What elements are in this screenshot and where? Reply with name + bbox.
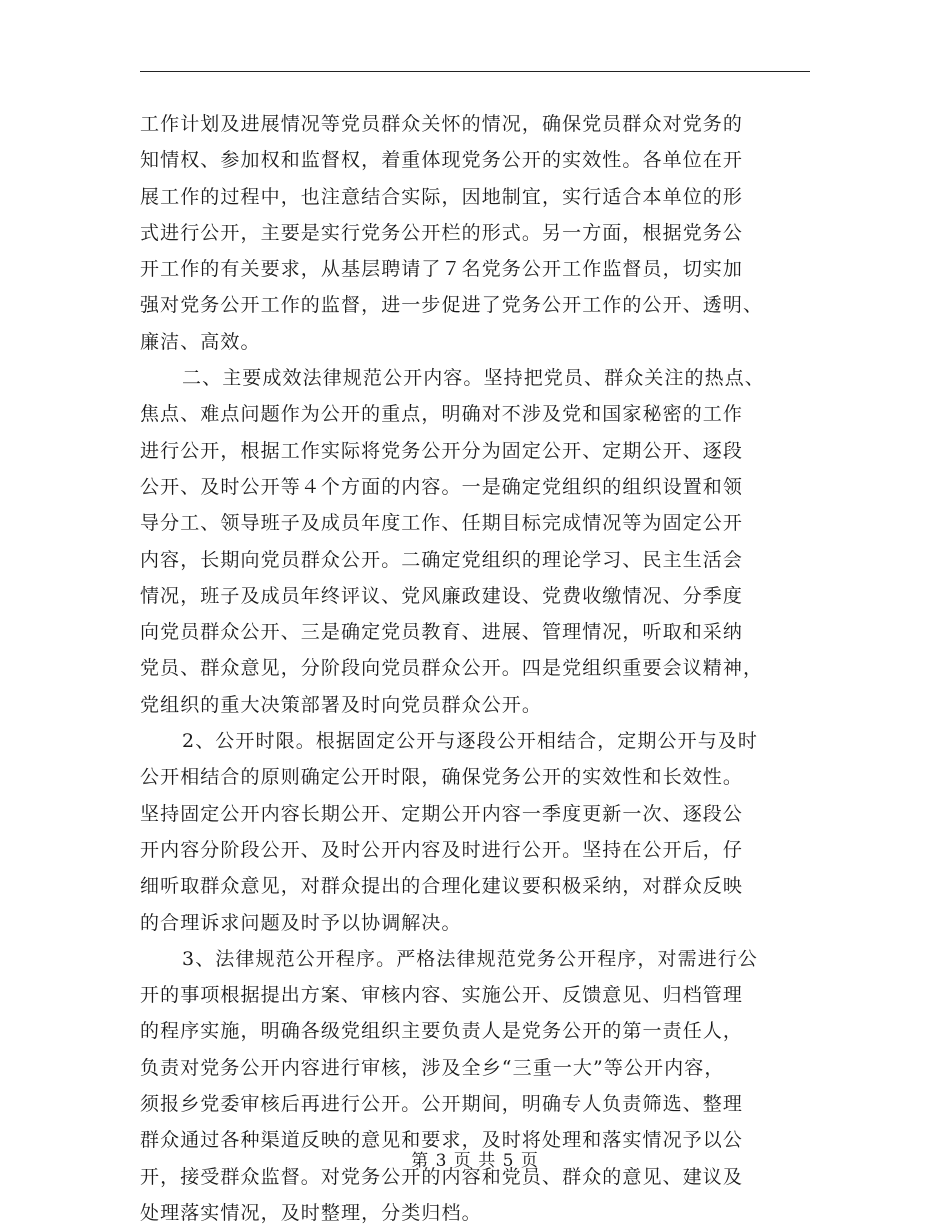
text-line: 展工作的过程中，也注意结合实际，因地制宜，实行适合本单位的形 (140, 185, 744, 208)
text-line: 党员、群众意见，分阶段向党员群众公开。四是党组织重要会议精神， (140, 657, 764, 680)
text-line: 进行公开，根据工作实际将党务公开分为固定公开、定期公开、逐段 (140, 439, 744, 462)
text-line: 式进行公开，主要是实行党务公开栏的形式。另一方面，根据党务公 (140, 221, 744, 244)
text-line: 向党员群众公开、三是确定党员教育、进展、管理情况，听取和采纳 (140, 621, 744, 644)
header-rule (140, 71, 810, 72)
text-line: 知情权、参加权和监督权，着重体现党务公开的实效性。各单位在开 (140, 149, 744, 172)
text-line: 处理落实情况，及时整理，分类归档。 (140, 1201, 482, 1224)
paragraph-start-line: 3、法律规范公开程序。严格法律规范党务公开程序，对需进行公 (182, 947, 758, 970)
text-line: 内容，长期向党员群众公开。二确定党组织的理论学习、民主生活会 (140, 548, 744, 571)
text-line: 坚持固定公开内容长期公开、定期公开内容一季度更新一次、逐段公 (140, 802, 744, 825)
text-line: 公开、及时公开等４个方面的内容。一是确定党组织的组织设置和领 (140, 475, 744, 498)
text-line: 群众通过各种渠道反映的意见和要求，及时将处理和落实情况予以公 (140, 1129, 744, 1152)
text-line: 工作计划及进展情况等党员群众关怀的情况，确保党员群众对党务的 (140, 113, 744, 135)
text-line: 强对党务公开工作的监督，进一步促进了党务公开工作的公开、透明、 (140, 294, 764, 317)
text-line: 导分工、领导班子及成员年度工作、任期目标完成情况等为固定公开 (140, 512, 744, 535)
text-line: 开工作的有关要求，从基层聘请了７名党务公开工作监督员，切实加 (140, 258, 744, 281)
text-line: 开的事项根据提出方案、审核内容、实施公开、反馈意见、归档管理 (140, 984, 744, 1007)
text-line: 负责对党务公开内容进行审核，涉及全乡“三重一大”等公开内容， (140, 1056, 725, 1079)
text-line: 的合理诉求问题及时予以协调解决。 (140, 911, 462, 934)
text-line: 焦点、难点问题作为公开的重点，明确对不涉及党和国家秘密的工作 (140, 403, 744, 426)
page-footer: 第 3 页 共 5 页 (411, 1151, 539, 1171)
text-line: 开内容分阶段公开、及时公开内容及时进行公开。坚持在公开后，仔 (140, 838, 744, 861)
text-line: 的程序实施，明确各级党组织主要负责人是党务公开的第一责任人， (140, 1020, 744, 1043)
body-text (140, 106, 810, 1231)
text-line: 廉洁、高效。 (140, 330, 261, 353)
paragraph-start-line: 二、主要成效法律规范公开内容。坚持把党员、群众关注的热点、 (182, 367, 765, 390)
text-line: 细听取群众意见，对群众提出的合理化建议要积极采纳，对群众反映 (140, 875, 744, 898)
text-line: 开，接受群众监督。对党务公开的内容和党员、群众的意见、建议及 (140, 1165, 744, 1188)
text-line: 情况，班子及成员年终评议、党风廉政建设、党费收缴情况、分季度 (140, 584, 744, 607)
paragraph-start-line: 2、公开时限。根据固定公开与逐段公开相结合，定期公开与及时 (182, 730, 758, 753)
text-line: 党组织的重大决策部署及时向党员群众公开。 (140, 693, 543, 716)
text-line: 须报乡党委审核后再进行公开。公开期间，明确专人负责筛选、整理 (140, 1093, 744, 1116)
text-line: 公开相结合的原则确定公开时限，确保党务公开的实效性和长效性。 (140, 766, 744, 789)
